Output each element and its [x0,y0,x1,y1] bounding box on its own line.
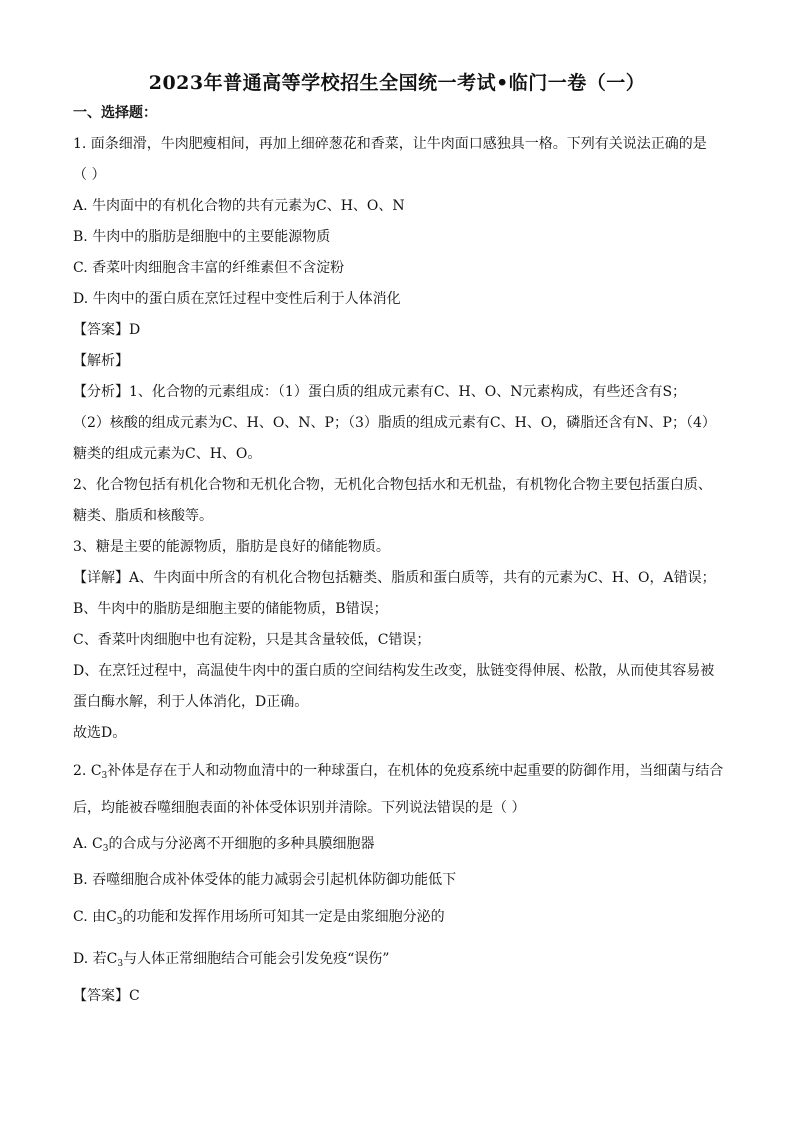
analysis-line: （2）核酸的组成元素为C、H、O、N、P；（3）脂质的组成元素有C、H、O，磷脂还含有N、P；（4） [73,415,716,431]
option-prefix: C. 由 [73,909,107,925]
q1-analysis-label: 【解析】 [73,353,129,369]
analysis-line: B、牛肉中的脂肪是细胞主要的储能物质，B错误； [73,601,388,617]
option-prefix: A. [73,836,93,852]
c3-subscript: 3 [101,771,108,781]
q2-stem-line1 [73,762,723,785]
q2-stem-text: 补体是存在于人和动物血清中的一种球蛋白，在机体的免疫系统中起重要的防御作用，当细菌与结合 [107,763,724,779]
c3-letter: C [90,763,102,779]
analysis-line: 糖类、脂质和核酸等。 [73,508,213,524]
q2-option-d [73,950,389,973]
q1-stem-line1: 1. 面条细滑，牛肉肥瘦相间，再加上细碎葱花和香菜，让牛肉面口感独具一格。下列有关说法正确的是 [73,136,707,152]
c3-symbol [92,836,108,852]
c3-letter: C [106,951,118,967]
answer-value: C [129,988,140,1004]
q1-option-c: C. 香菜叶肉细胞含丰富的纤维素但不含淀粉 [73,260,345,276]
analysis-line: 蛋白酶水解，利于人体消化，D正确。 [73,694,309,710]
answer-label: 【答案】 [73,322,129,338]
c3-symbol [106,909,122,925]
analysis-line: C、香菜叶肉细胞中也有淀粉，只是其含量较低，C错误； [73,632,431,648]
q2-answer [73,987,140,1005]
q2-option-c [73,908,445,931]
q1-option-d: D. 牛肉中的蛋白质在烹饪过程中变性后利于人体消化 [73,291,401,307]
c3-letter: C [106,909,117,925]
q1-stem-line2: （ ） [73,167,106,183]
c3-subscript: 3 [117,959,124,969]
section-heading: 一、选择题： [73,105,157,121]
analysis-line: 【分析】1、化合物的元素组成：（1）蛋白质的组成元素有C、H、O、N元素构成，有些还含有S； [73,384,687,400]
analysis-line: D、在烹饪过程中，高温使牛肉中的蛋白质的空间结构发生改变，肽链变得伸展、松散，从而使其容易被 [73,663,715,679]
q2-stem-line2: 后，均能被吞噬细胞表面的补体受体识别并清除。下列说法错误的是（ ） [73,800,526,816]
option-text: 与人体正常细胞结合可能会引发免疫“误伤” [123,951,390,967]
q1-answer [73,321,140,339]
q1-option-b: B. 牛肉中的脂肪是细胞中的主要能源物质 [73,229,331,245]
c3-symbol [107,951,123,967]
option-prefix: D. 若 [73,951,107,967]
c3-symbol [91,763,107,779]
analysis-line: 2、化合物包括有机化合物和无机化合物，无机化合物包括水和无机盐，有机物化合物主要包括蛋白质、 [73,477,712,493]
exam-title: 2023年普通高等学校招生全国统一考试•临门一卷（一） [148,72,646,94]
c3-subscript: 3 [116,917,123,927]
option-text: 的功能和发挥作用场所可知其一定是由浆细胞分泌的 [122,909,445,925]
analysis-line: 故选D。 [73,725,127,741]
q1-option-a: A. 牛肉面中的有机化合物的共有元素为C、H、O、N [73,198,405,214]
answer-value: D [129,322,141,338]
c3-letter: C [92,836,103,852]
q2-number: 2. [73,763,91,779]
analysis-line: 3、糖是主要的能源物质，脂肪是良好的储能物质。 [73,539,390,555]
q2-option-b: B. 吞噬细胞合成补体受体的能力减弱会引起机体防御功能低下 [73,872,457,888]
analysis-line: 糖类的组成元素为C、H、O。 [73,446,262,462]
analysis-line: 【详解】A、牛肉面中所含的有机化合物包括糖类、脂质和蛋白质等，共有的元素为C、H、O，A错误； [73,570,716,586]
q2-option-a [73,835,374,858]
answer-label: 【答案】 [73,988,129,1004]
c3-subscript: 3 [102,844,109,854]
option-text: 的合成与分泌离不开细胞的多种具膜细胞器 [108,836,375,852]
